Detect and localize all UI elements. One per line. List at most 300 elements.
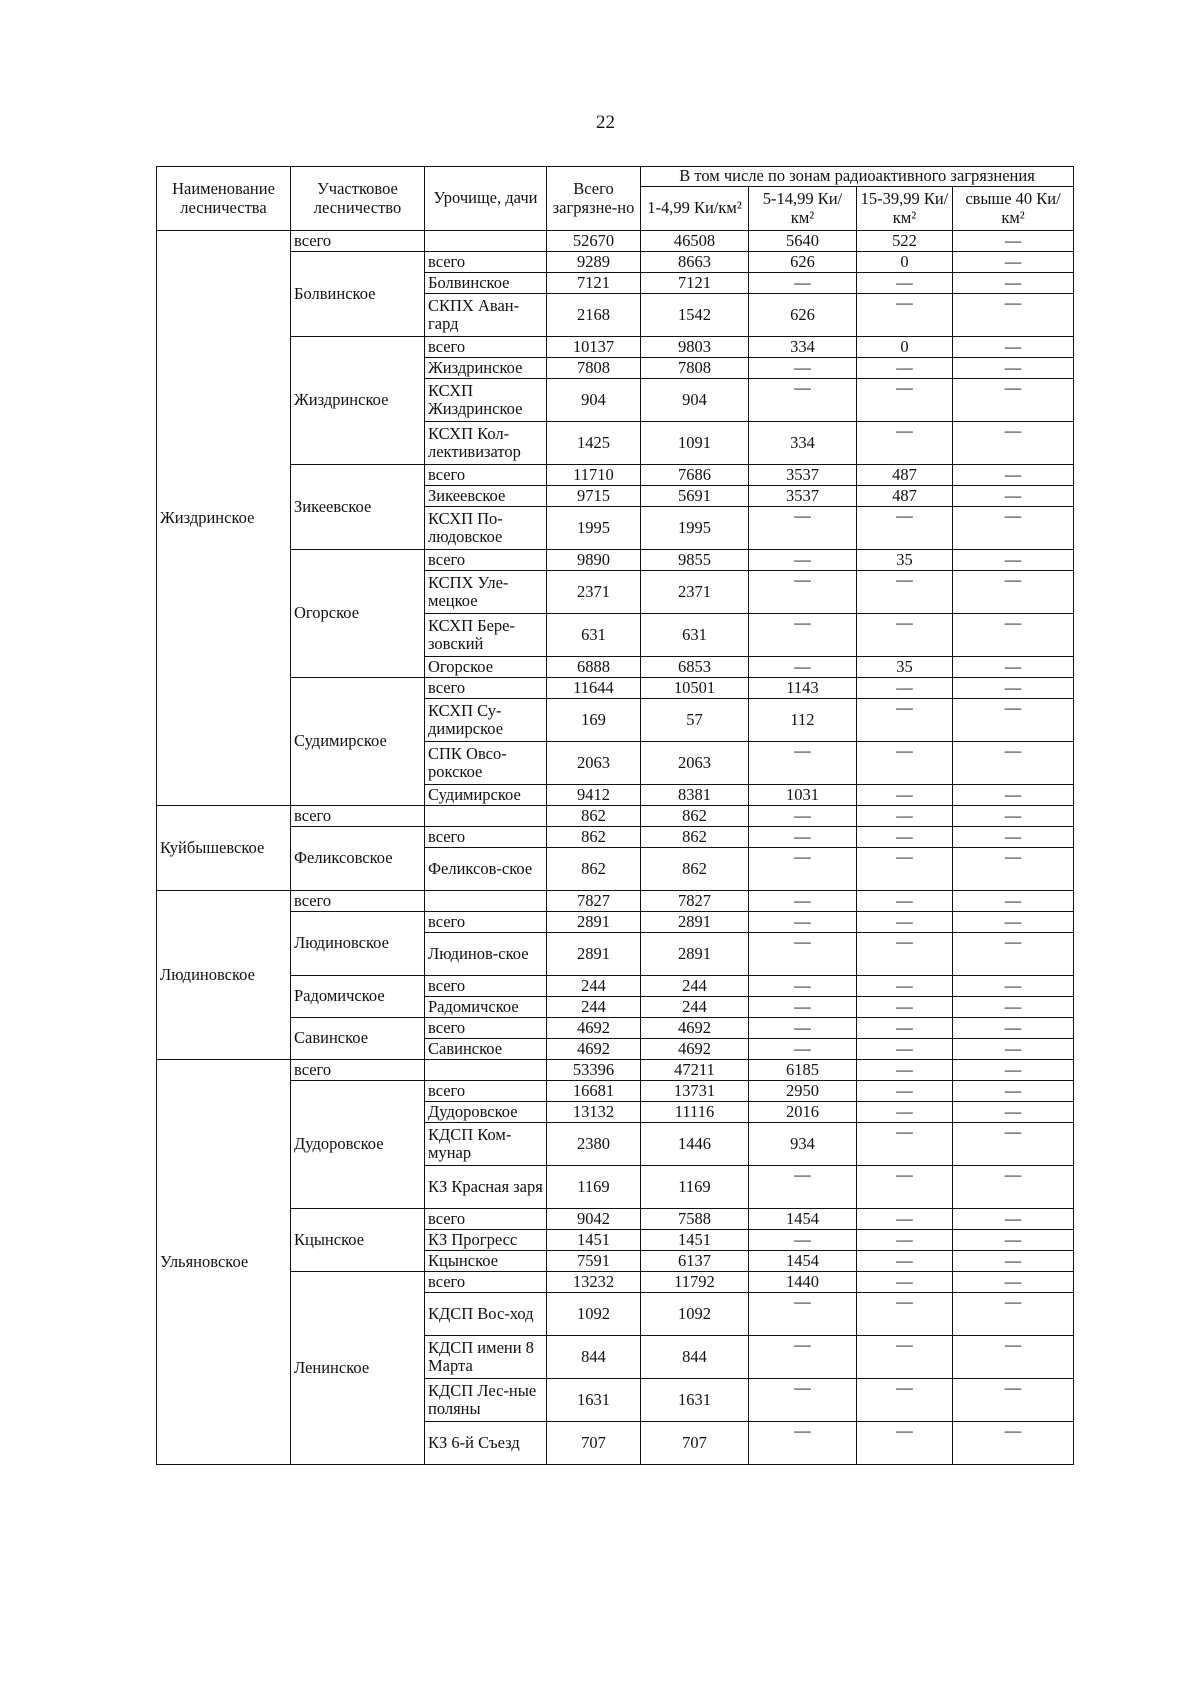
zone-2-cell: 334	[749, 337, 857, 358]
zone-2-cell: —	[749, 507, 857, 550]
zone-2-cell: 626	[749, 252, 857, 273]
zone-1-cell: 862	[641, 827, 749, 848]
zone-3-cell: —	[857, 1251, 953, 1272]
table-row	[157, 912, 1074, 933]
forestry-name-cell: Ульяновское	[157, 1060, 291, 1465]
zone-4-cell: —	[953, 891, 1074, 912]
total-cell: 844	[547, 1336, 641, 1379]
zone-1-cell: 6853	[641, 657, 749, 678]
zone-4-cell: —	[953, 422, 1074, 465]
total-cell: 244	[547, 976, 641, 997]
zone-2-cell: —	[749, 997, 857, 1018]
zone-1-cell: 47211	[641, 1060, 749, 1081]
zone-4-cell: —	[953, 231, 1074, 252]
table-row	[157, 1060, 1074, 1081]
zone-1-cell: 2063	[641, 742, 749, 785]
district-name-cell: Зикеевское	[291, 465, 425, 550]
zone-3-cell: —	[857, 912, 953, 933]
zone-1-cell: 10501	[641, 678, 749, 699]
zone-3-cell: —	[857, 997, 953, 1018]
zone-3-cell: —	[857, 1230, 953, 1251]
zone-2-cell: —	[749, 933, 857, 976]
zone-4-cell: —	[953, 1379, 1074, 1422]
tract-cell: всего	[425, 252, 547, 273]
district-name-cell: Болвинское	[291, 252, 425, 337]
district-name-cell: Огорское	[291, 550, 425, 678]
total-cell: 169	[547, 699, 641, 742]
total-cell: 2168	[547, 294, 641, 337]
zone-3-cell: —	[857, 827, 953, 848]
zone-4-cell: —	[953, 997, 1074, 1018]
table-row	[157, 806, 1074, 827]
zone-1-cell: 4692	[641, 1018, 749, 1039]
zone-4-cell: —	[953, 1230, 1074, 1251]
zone-1-cell: 9855	[641, 550, 749, 571]
zone-2-cell: —	[749, 912, 857, 933]
table-row	[157, 891, 1074, 912]
zone-2-cell: 112	[749, 699, 857, 742]
table-body	[157, 231, 1074, 1465]
zone-1-cell: 844	[641, 1336, 749, 1379]
zone-3-cell: —	[857, 1336, 953, 1379]
table-row	[157, 337, 1074, 358]
zone-1-cell: 2371	[641, 571, 749, 614]
tract-cell: всего	[425, 827, 547, 848]
zone-2-cell: —	[749, 657, 857, 678]
tract-cell: всего	[425, 550, 547, 571]
zone-4-cell: —	[953, 1039, 1074, 1060]
zone-1-cell: 46508	[641, 231, 749, 252]
tract-cell: всего	[425, 678, 547, 699]
contamination-table	[156, 166, 1074, 1465]
zone-4-cell: —	[953, 379, 1074, 422]
zone-2-cell: 2016	[749, 1102, 857, 1123]
tract-cell: Феликсов-ское	[425, 848, 547, 891]
zone-1-cell: 6137	[641, 1251, 749, 1272]
forestry-total-label: всего	[291, 1060, 425, 1081]
header-zone-2: 5-14,99 Ки/км²	[749, 187, 857, 231]
zone-2-cell: 626	[749, 294, 857, 337]
zone-2-cell: —	[749, 976, 857, 997]
total-cell: 53396	[547, 1060, 641, 1081]
zone-1-cell: 13731	[641, 1081, 749, 1102]
zone-1-cell: 2891	[641, 912, 749, 933]
tract-cell: Огорское	[425, 657, 547, 678]
forestry-name-cell: Людиновское	[157, 891, 291, 1060]
zone-3-cell: —	[857, 933, 953, 976]
zone-3-cell: —	[857, 273, 953, 294]
zone-3-cell: 0	[857, 252, 953, 273]
zone-2-cell: 934	[749, 1123, 857, 1166]
tract-cell: КСХП Жиздринское	[425, 379, 547, 422]
zone-4-cell: —	[953, 507, 1074, 550]
zone-2-cell: —	[749, 827, 857, 848]
total-cell: 9890	[547, 550, 641, 571]
zone-1-cell: 8663	[641, 252, 749, 273]
zone-4-cell: —	[953, 1166, 1074, 1209]
total-cell: 9042	[547, 1209, 641, 1230]
zone-4-cell: —	[953, 465, 1074, 486]
tract-cell: КЗ Прогресс	[425, 1230, 547, 1251]
zone-2-cell: 1143	[749, 678, 857, 699]
zone-1-cell: 1631	[641, 1379, 749, 1422]
tract-cell: Судимирское	[425, 785, 547, 806]
zone-1-cell: 7808	[641, 358, 749, 379]
zone-3-cell: 487	[857, 486, 953, 507]
zone-2-cell: 5640	[749, 231, 857, 252]
total-cell: 862	[547, 848, 641, 891]
zone-4-cell: —	[953, 1060, 1074, 1081]
total-cell: 862	[547, 827, 641, 848]
tract-cell	[425, 806, 547, 827]
total-cell: 1425	[547, 422, 641, 465]
zone-1-cell: 5691	[641, 486, 749, 507]
zone-3-cell: 487	[857, 465, 953, 486]
zone-2-cell: —	[749, 614, 857, 657]
total-cell: 11710	[547, 465, 641, 486]
tract-cell: КСХП Су-димирское	[425, 699, 547, 742]
total-cell: 7591	[547, 1251, 641, 1272]
zone-2-cell: —	[749, 1018, 857, 1039]
district-name-cell: Жиздринское	[291, 337, 425, 465]
total-cell: 1451	[547, 1230, 641, 1251]
zone-3-cell: —	[857, 294, 953, 337]
total-cell: 7121	[547, 273, 641, 294]
total-cell: 7808	[547, 358, 641, 379]
zone-1-cell: 1091	[641, 422, 749, 465]
zone-4-cell: —	[953, 1209, 1074, 1230]
total-cell: 7827	[547, 891, 641, 912]
zone-1-cell: 7121	[641, 273, 749, 294]
zone-3-cell: 35	[857, 550, 953, 571]
zone-2-cell: —	[749, 1379, 857, 1422]
zone-2-cell: —	[749, 1166, 857, 1209]
zone-3-cell: —	[857, 1018, 953, 1039]
table-header	[157, 167, 1074, 231]
district-name-cell: Судимирское	[291, 678, 425, 806]
zone-4-cell: —	[953, 1251, 1074, 1272]
total-cell: 2380	[547, 1123, 641, 1166]
header-zones-group: В том числе по зонам радиоактивного загрязнения	[641, 167, 1074, 187]
zone-1-cell: 862	[641, 848, 749, 891]
table-row	[157, 231, 1074, 252]
tract-cell: всего	[425, 465, 547, 486]
forestry-name-cell: Куйбышевское	[157, 806, 291, 891]
zone-4-cell: —	[953, 1336, 1074, 1379]
zone-1-cell: 244	[641, 976, 749, 997]
tract-cell: всего	[425, 976, 547, 997]
zone-2-cell: —	[749, 848, 857, 891]
zone-3-cell: —	[857, 1166, 953, 1209]
zone-3-cell: —	[857, 1209, 953, 1230]
tract-cell: Радомичское	[425, 997, 547, 1018]
page-number: 22	[596, 112, 615, 133]
header-zone-1: 1-4,99 Ки/км²	[641, 187, 749, 231]
tract-cell: всего	[425, 1209, 547, 1230]
district-name-cell: Людиновское	[291, 912, 425, 976]
zone-3-cell: —	[857, 1102, 953, 1123]
zone-4-cell: —	[953, 848, 1074, 891]
total-cell: 1092	[547, 1293, 641, 1336]
zone-1-cell: 707	[641, 1422, 749, 1465]
zone-4-cell: —	[953, 827, 1074, 848]
zone-3-cell: 0	[857, 337, 953, 358]
total-cell: 631	[547, 614, 641, 657]
zone-3-cell: —	[857, 742, 953, 785]
table-row	[157, 976, 1074, 997]
total-cell: 862	[547, 806, 641, 827]
tract-cell: Кцынское	[425, 1251, 547, 1272]
zone-4-cell: —	[953, 1123, 1074, 1166]
zone-1-cell: 11792	[641, 1272, 749, 1293]
zone-3-cell: —	[857, 848, 953, 891]
zone-4-cell: —	[953, 912, 1074, 933]
zone-1-cell: 1995	[641, 507, 749, 550]
district-name-cell: Феликсовское	[291, 827, 425, 891]
zone-1-cell: 1542	[641, 294, 749, 337]
total-cell: 10137	[547, 337, 641, 358]
tract-cell: всего	[425, 1272, 547, 1293]
zone-4-cell: —	[953, 699, 1074, 742]
zone-3-cell: —	[857, 1272, 953, 1293]
zone-3-cell: 522	[857, 231, 953, 252]
table-row	[157, 678, 1074, 699]
tract-cell: КСПХ Уле-мецкое	[425, 571, 547, 614]
zone-4-cell: —	[953, 337, 1074, 358]
tract-cell	[425, 231, 547, 252]
total-cell: 707	[547, 1422, 641, 1465]
total-cell: 2891	[547, 933, 641, 976]
total-cell: 1169	[547, 1166, 641, 1209]
zone-4-cell: —	[953, 550, 1074, 571]
zone-3-cell: —	[857, 976, 953, 997]
zone-3-cell: —	[857, 571, 953, 614]
zone-3-cell: —	[857, 1060, 953, 1081]
zone-4-cell: —	[953, 1018, 1074, 1039]
zone-3-cell: —	[857, 1123, 953, 1166]
zone-4-cell: —	[953, 252, 1074, 273]
header-tract: Урочище, дачи	[425, 167, 547, 231]
zone-4-cell: —	[953, 678, 1074, 699]
zone-3-cell: —	[857, 1293, 953, 1336]
zone-2-cell: —	[749, 358, 857, 379]
tract-cell: Людинов-ское	[425, 933, 547, 976]
zone-2-cell: 3537	[749, 486, 857, 507]
total-cell: 6888	[547, 657, 641, 678]
header-zone-4: свыше 40 Ки/км²	[953, 187, 1074, 231]
tract-cell	[425, 1060, 547, 1081]
total-cell: 1631	[547, 1379, 641, 1422]
total-cell: 904	[547, 379, 641, 422]
zone-1-cell: 2891	[641, 933, 749, 976]
tract-cell: СПК Овсо-рокское	[425, 742, 547, 785]
forestry-total-label: всего	[291, 231, 425, 252]
zone-2-cell: —	[749, 806, 857, 827]
zone-2-cell: 1031	[749, 785, 857, 806]
total-cell: 16681	[547, 1081, 641, 1102]
total-cell: 13132	[547, 1102, 641, 1123]
zone-1-cell: 631	[641, 614, 749, 657]
tract-cell: всего	[425, 1018, 547, 1039]
tract-cell: Зикеевское	[425, 486, 547, 507]
zone-3-cell: —	[857, 358, 953, 379]
zone-3-cell: —	[857, 379, 953, 422]
zone-3-cell: —	[857, 891, 953, 912]
tract-cell: всего	[425, 912, 547, 933]
zone-2-cell: —	[749, 571, 857, 614]
header-district-forestry: Участковое лесничество	[291, 167, 425, 231]
zone-3-cell: —	[857, 614, 953, 657]
zone-2-cell: 3537	[749, 465, 857, 486]
zone-2-cell: —	[749, 1422, 857, 1465]
tract-cell: КЗ 6-й Съезд	[425, 1422, 547, 1465]
zone-1-cell: 4692	[641, 1039, 749, 1060]
zone-4-cell: —	[953, 273, 1074, 294]
table-row	[157, 1081, 1074, 1102]
zone-4-cell: —	[953, 1293, 1074, 1336]
tract-cell: КДСП Лес-ные поляны	[425, 1379, 547, 1422]
zone-3-cell: —	[857, 507, 953, 550]
zone-1-cell: 1169	[641, 1166, 749, 1209]
zone-3-cell: —	[857, 678, 953, 699]
zone-2-cell: —	[749, 1293, 857, 1336]
table-row	[157, 465, 1074, 486]
tract-cell: КСХП Кол-лективизатор	[425, 422, 547, 465]
zone-2-cell: —	[749, 550, 857, 571]
zone-1-cell: 1451	[641, 1230, 749, 1251]
zone-3-cell: —	[857, 699, 953, 742]
zone-1-cell: 7827	[641, 891, 749, 912]
zone-1-cell: 1446	[641, 1123, 749, 1166]
table-row	[157, 550, 1074, 571]
zone-4-cell: —	[953, 806, 1074, 827]
zone-4-cell: —	[953, 657, 1074, 678]
zone-1-cell: 1092	[641, 1293, 749, 1336]
tract-cell: Жиздринское	[425, 358, 547, 379]
zone-4-cell: —	[953, 486, 1074, 507]
table-row	[157, 252, 1074, 273]
zone-4-cell: —	[953, 785, 1074, 806]
total-cell: 4692	[547, 1018, 641, 1039]
district-name-cell: Радомичское	[291, 976, 425, 1018]
zone-4-cell: —	[953, 614, 1074, 657]
tract-cell	[425, 891, 547, 912]
zone-1-cell: 862	[641, 806, 749, 827]
zone-4-cell: —	[953, 1081, 1074, 1102]
zone-1-cell: 9803	[641, 337, 749, 358]
zone-2-cell: 2950	[749, 1081, 857, 1102]
zone-4-cell: —	[953, 742, 1074, 785]
zone-2-cell: —	[749, 1230, 857, 1251]
total-cell: 13232	[547, 1272, 641, 1293]
zone-1-cell: 7588	[641, 1209, 749, 1230]
zone-4-cell: —	[953, 1422, 1074, 1465]
zone-4-cell: —	[953, 294, 1074, 337]
zone-3-cell: —	[857, 1379, 953, 1422]
zone-3-cell: —	[857, 785, 953, 806]
total-cell: 9289	[547, 252, 641, 273]
header-total: Всего загрязне-но	[547, 167, 641, 231]
zone-4-cell: —	[953, 933, 1074, 976]
tract-cell: КЗ Красная заря	[425, 1166, 547, 1209]
zone-3-cell: —	[857, 806, 953, 827]
forestry-total-label: всего	[291, 891, 425, 912]
zone-1-cell: 904	[641, 379, 749, 422]
table-row	[157, 1018, 1074, 1039]
zone-4-cell: —	[953, 976, 1074, 997]
tract-cell: Савинское	[425, 1039, 547, 1060]
tract-cell: всего	[425, 1081, 547, 1102]
tract-cell: КСХП По-людовское	[425, 507, 547, 550]
zone-3-cell: —	[857, 1039, 953, 1060]
forestry-total-label: всего	[291, 806, 425, 827]
total-cell: 11644	[547, 678, 641, 699]
total-cell: 244	[547, 997, 641, 1018]
zone-2-cell: 334	[749, 422, 857, 465]
zone-3-cell: —	[857, 1422, 953, 1465]
table-row	[157, 1272, 1074, 1293]
zone-2-cell: —	[749, 379, 857, 422]
zone-1-cell: 7686	[641, 465, 749, 486]
zone-1-cell: 57	[641, 699, 749, 742]
zone-3-cell: —	[857, 1081, 953, 1102]
table-row	[157, 827, 1074, 848]
total-cell: 9715	[547, 486, 641, 507]
zone-4-cell: —	[953, 1272, 1074, 1293]
total-cell: 4692	[547, 1039, 641, 1060]
zone-1-cell: 244	[641, 997, 749, 1018]
zone-3-cell: 35	[857, 657, 953, 678]
tract-cell: КДСП Вос-ход	[425, 1293, 547, 1336]
zone-2-cell: —	[749, 742, 857, 785]
total-cell: 2891	[547, 912, 641, 933]
zone-2-cell: 6185	[749, 1060, 857, 1081]
zone-4-cell: —	[953, 1102, 1074, 1123]
total-cell: 9412	[547, 785, 641, 806]
district-name-cell: Кцынское	[291, 1209, 425, 1272]
tract-cell: всего	[425, 337, 547, 358]
district-name-cell: Ленинское	[291, 1272, 425, 1465]
total-cell: 2063	[547, 742, 641, 785]
total-cell: 52670	[547, 231, 641, 252]
zone-1-cell: 11116	[641, 1102, 749, 1123]
table-row	[157, 1209, 1074, 1230]
zone-2-cell: —	[749, 1039, 857, 1060]
header-forestry: Наименование лесничества	[157, 167, 291, 231]
tract-cell: Дудоровское	[425, 1102, 547, 1123]
total-cell: 1995	[547, 507, 641, 550]
zone-2-cell: —	[749, 273, 857, 294]
zone-2-cell: —	[749, 891, 857, 912]
zone-2-cell: 1454	[749, 1251, 857, 1272]
district-name-cell: Савинское	[291, 1018, 425, 1060]
header-zone-3: 15-39,99 Ки/км²	[857, 187, 953, 231]
zone-1-cell: 8381	[641, 785, 749, 806]
district-name-cell: Дудоровское	[291, 1081, 425, 1209]
tract-cell: СКПХ Аван-гард	[425, 294, 547, 337]
zone-2-cell: 1454	[749, 1209, 857, 1230]
total-cell: 2371	[547, 571, 641, 614]
tract-cell: КДСП Ком-мунар	[425, 1123, 547, 1166]
zone-4-cell: —	[953, 571, 1074, 614]
zone-4-cell: —	[953, 358, 1074, 379]
tract-cell: КДСП имени 8 Марта	[425, 1336, 547, 1379]
zone-3-cell: —	[857, 422, 953, 465]
zone-2-cell: 1440	[749, 1272, 857, 1293]
tract-cell: КСХП Бере-зовский	[425, 614, 547, 657]
tract-cell: Болвинское	[425, 273, 547, 294]
forestry-name-cell: Жиздринское	[157, 231, 291, 806]
